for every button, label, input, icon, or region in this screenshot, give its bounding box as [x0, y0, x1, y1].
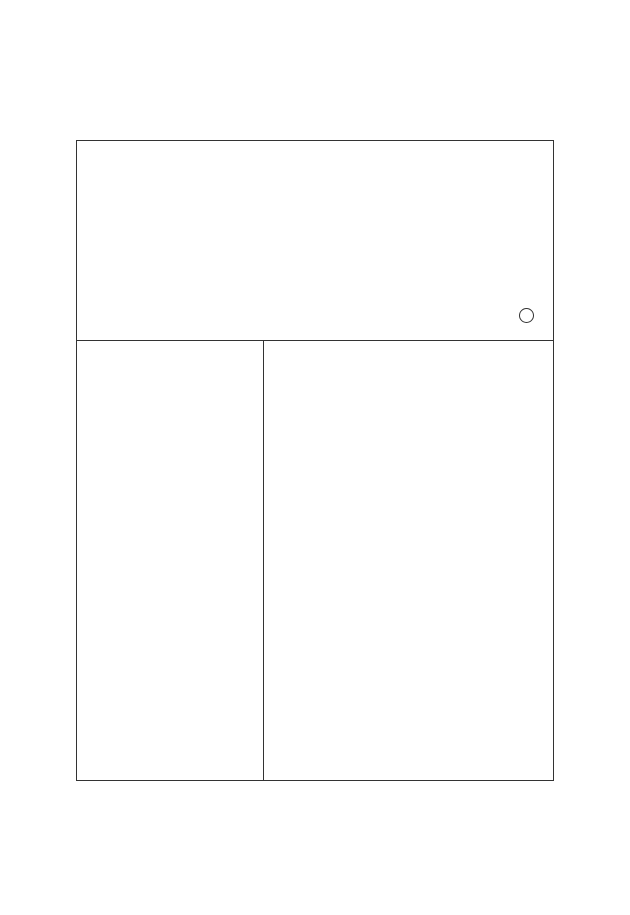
table-column-divider: [263, 340, 264, 780]
permit-header-area: [77, 141, 553, 341]
seal-mark: [519, 308, 534, 323]
permit-form: [76, 140, 554, 781]
